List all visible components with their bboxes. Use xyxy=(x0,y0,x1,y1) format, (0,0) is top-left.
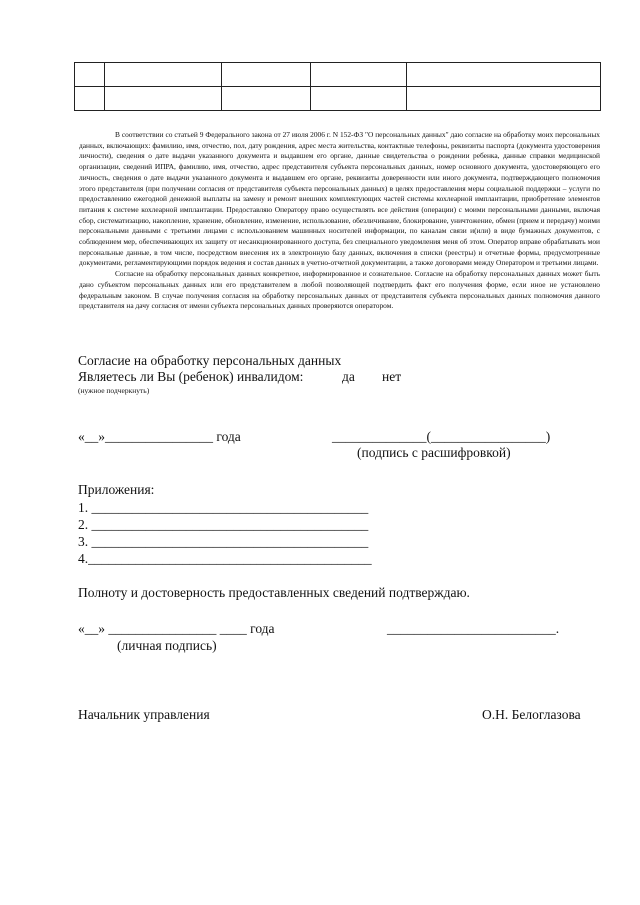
table-cell xyxy=(222,87,311,111)
underline-note: (нужное подчеркнуть) xyxy=(78,386,150,395)
attachment-line-3: 3. _________________________________________ xyxy=(78,534,369,549)
answer-yes: да xyxy=(342,369,355,384)
table-cell xyxy=(407,63,601,87)
consent-paragraph-1: В соответствии со статьей 9 Федерального закона от 27 июля 2006 г. N 152-ФЗ "О персональных данных" даю согласие на обработку моих персональных данных, включающих: фамилию, имя, отчество, пол, дату рождения, адрес места жительства, контактные телефоны, реквизиты паспорта (документа удостоверения личности), сведения о дате выдачи указанного документа и выдавшем его органе, данные свидетельства о рождении ребенка, данные справки медицинской организации, сведений ИПРА, фамилию, имя, отчество, адрес представителя субъекта персональных данных, номер основного документа, удостоверяющего его личность, сведения о дате выдачи указанного документа и выдавшем его органе, реквизиты доверенности или иного документа, подтверждающего полномочия этого представителя (при получении согласия от представителя субъекта персональных данных) в целях предоставления меры социальной поддержки – услуги по предоставлению ежегодной денежной выплаты на замену и ремонт внешних комплектующих частей системы кохлеарной имплантации, приобретение элементов питания к системе кохлеарной имплантации. Предоставляю Оператору право осуществлять все действия (операции) с моими персональными данными, включая сбор, систематизацию, накопление, хранение, обновление, изменение, использование, обезличивание, блокирование, уничтожение, обмен (прием и передачу) моими персональными данными с третьими лицами с использованием машинных носителей информации, по каналам связи и(или) в виде бумажных документов, с соблюдением мер, обеспечивающих их защиту от несанкционированного доступа, без специального уведомления меня об этом. Оператор вправе обрабатывать мои персональные данные, в том числе, посредством внесения их в электронную базу данных, включения в списки (реестры) и отчетные формы, предусмотренные документами, регламентирующими порядок ведения и состав данных в учетно-отчетной документации, а также договорами между Оператором и третьими лицами. xyxy=(79,130,600,268)
table-cell xyxy=(75,87,105,111)
chief-title: Начальник управления xyxy=(78,707,210,722)
disability-question: Являетесь ли Вы (ребенок) инвалидом: xyxy=(78,369,304,384)
applicant-data-table xyxy=(74,62,601,111)
consent-paragraph-2: Согласие на обработку персональных данных конкретное, информированное и сознательное. Согласие на обработку персональных данных может быть дано субъектом персональных данных или его представителем в любой позволяющей подтвердить факт его получения форме, если иное не установлено федеральным законом. В случае получения согласия на обработку персональных данных от представителя субъекта персональных данных полномочия данного представителя на дачу согласия от имени субъекта персональных данных проверяются оператором. xyxy=(79,269,600,311)
table-row xyxy=(75,87,601,111)
date-line: «__» ________________ ____ года xyxy=(78,621,275,636)
attachments-title: Приложения: xyxy=(78,482,155,497)
table-cell xyxy=(105,63,222,87)
table-cell xyxy=(311,63,407,87)
date-line: «__»________________ года xyxy=(78,429,241,444)
table-cell xyxy=(105,87,222,111)
signature-line: _________________________. xyxy=(387,621,560,636)
table-cell xyxy=(407,87,601,111)
table-row xyxy=(75,63,601,87)
signature-caption: (подпись с расшифровкой) xyxy=(357,445,511,460)
answer-no: нет xyxy=(382,369,402,384)
attachment-line-1: 1. _________________________________________ xyxy=(78,500,369,515)
signature-line: ______________(_________________) xyxy=(332,429,551,444)
attachment-line-4: 4.__________________________________________ xyxy=(78,551,372,566)
consent-heading: Согласие на обработку персональных данных xyxy=(78,353,342,368)
table-cell xyxy=(222,63,311,87)
table-cell xyxy=(75,63,105,87)
personal-signature-caption: (личная подпись) xyxy=(117,638,217,653)
chief-name: О.Н. Белоглазова xyxy=(482,707,581,722)
attachment-line-2: 2. _________________________________________ xyxy=(78,517,369,532)
table-cell xyxy=(311,87,407,111)
confirmation-text: Полноту и достоверность предоставленных сведений подтверждаю. xyxy=(78,585,470,600)
consent-text xyxy=(79,130,600,312)
